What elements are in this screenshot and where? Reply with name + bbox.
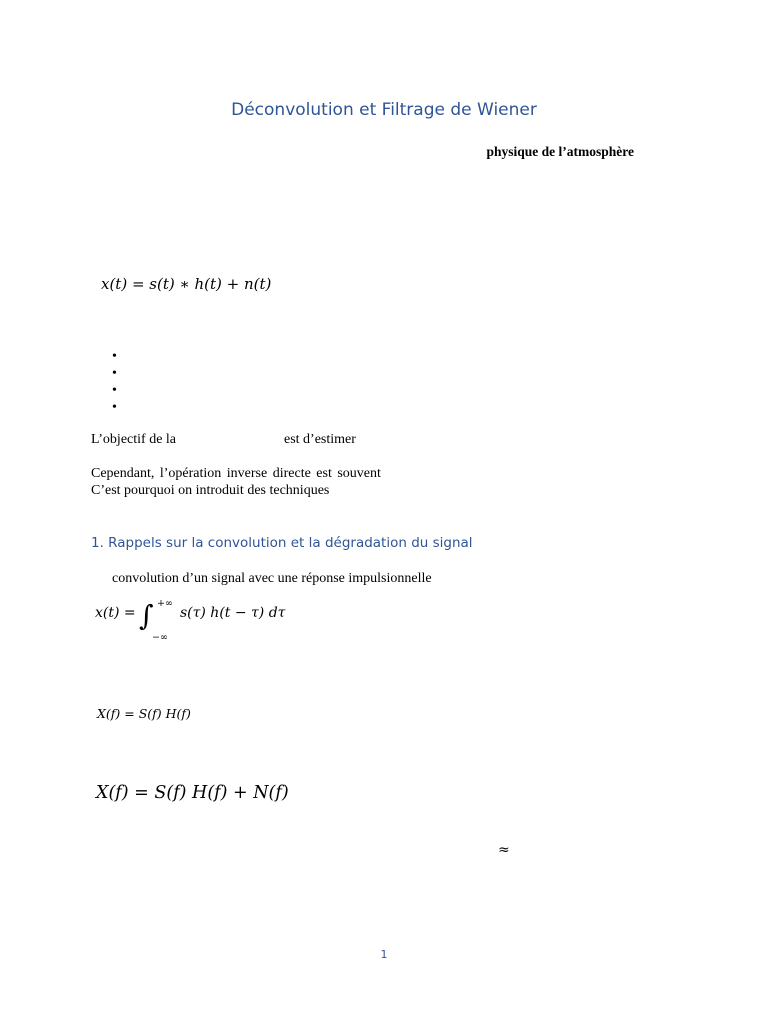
section-heading-1: 1. Rappels sur la convolution et la dégradation du signal <box>91 535 473 551</box>
however-text-line-2: C’est pourquoi on introduit des techniques <box>91 483 330 498</box>
list-item: • <box>112 383 117 398</box>
approx-symbol: ≈ <box>498 842 510 858</box>
page-number: 1 <box>380 948 388 961</box>
equation-frequency-product: X(f) = S(f) H(f) <box>97 706 191 721</box>
integral-integrand: s(τ) h(t − τ) dτ <box>180 605 286 621</box>
equation-model-time: x(t) = s(t) ∗ h(t) + n(t) <box>101 275 272 293</box>
objective-text-start: L’objectif de la <box>91 432 177 447</box>
list-item: • <box>112 366 117 381</box>
bullet-list <box>112 348 117 416</box>
objective-text-end: est d’estimer <box>284 432 356 447</box>
integral-lower-bound: −∞ <box>152 632 168 643</box>
equation-lhs: x(t) = <box>95 605 136 621</box>
list-item: • <box>112 400 117 415</box>
integral-symbol: ∫ <box>139 599 154 632</box>
convolution-intro-text: convolution d’un signal avec une réponse impulsionnelle <box>112 571 432 586</box>
equation-convolution-integral <box>95 598 286 643</box>
integral-upper-bound: +∞ <box>157 598 173 609</box>
list-item: • <box>112 349 117 364</box>
however-text-line-1: Cependant, l’opération inverse directe est souvent <box>91 466 381 481</box>
document-subtitle: physique de l’atmosphère <box>486 144 634 159</box>
equation-frequency-model: X(f) = S(f) H(f) + N(f) <box>96 783 289 803</box>
document-title: Déconvolution et Filtrage de Wiener <box>231 100 537 120</box>
